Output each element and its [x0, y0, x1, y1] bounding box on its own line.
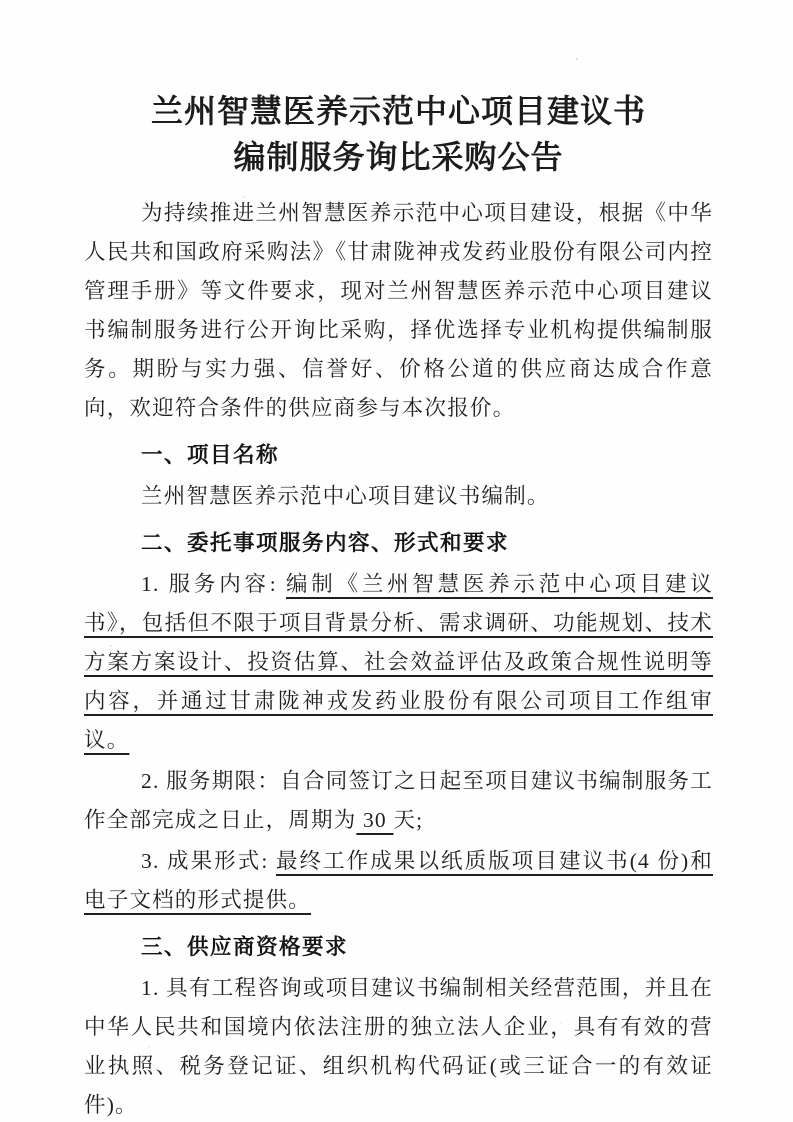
section1-heading: 一、项目名称 — [141, 443, 280, 467]
section2-item3-deliverables — [84, 842, 713, 920]
section1-body: 兰州智慧医养示范中心项目建议书编制。 — [141, 484, 550, 508]
item1-label: 1. 服务内容: — [141, 572, 287, 596]
item2-label: 2. 服务期限：自合同签订之日起至项目建议书编制服务工作全部完成之日止，周期为 — [84, 769, 713, 832]
section3-heading: 三、供应商资格要求 — [141, 935, 349, 959]
title-line-1: 兰州智慧医养示范中心项目建议书 — [150, 93, 646, 129]
item2-underlined-duration: 30 — [356, 808, 394, 832]
item3-label: 3. 成果形式: — [141, 849, 276, 873]
section2-item1-service-content — [84, 565, 713, 760]
scan-noise — [0, 0, 2, 2]
title-line-2: 编制服务询比采购公告 — [233, 139, 564, 175]
intro-paragraph: 为持续推进兰州智慧医养示范中心项目建设，根据《中华人民共和国政府采购法》《甘肃陇神戎发药业股份有限公司内控管理手册》等文件要求，现对兰州智慧医养示范中心项目建议书编制服务进行公开询比采购，择优选择专业机构提供编制服务。期盼与实力强、信誉好、价格公道的供应商达成合作意向，欢迎符合条件的供应商参与本次报价。 — [84, 201, 713, 420]
document-title — [84, 88, 713, 180]
section2-heading: 二、委托事项服务内容、形式和要求 — [141, 531, 510, 555]
section2-item2-service-period — [84, 762, 713, 840]
item3-underlined-text: 最终工作成果以纸质版项目建议书(4 份)和电子文档的形式提供。 — [84, 849, 713, 912]
item2-suffix: 天; — [393, 808, 424, 832]
item1-underlined-text: 编制《兰州智慧医养示范中心项目建议书》，包括但不限于项目背景分析、需求调研、功能规划、技术方案方案设计、投资估算、社会效益评估及政策合规性说明等内容，并通过甘肃陇神戎发药业股份有限公司项目工作组审议。 — [84, 572, 713, 752]
section3-item1-qualification: 1. 具有工程咨询或项目建议书编制相关经营范围，并且在中华人民共和国境内依法注册的独立法人企业，具有有效的营业执照、税务登记证、组织机构代码证(或三证合一的有效证件)。 — [84, 976, 713, 1117]
